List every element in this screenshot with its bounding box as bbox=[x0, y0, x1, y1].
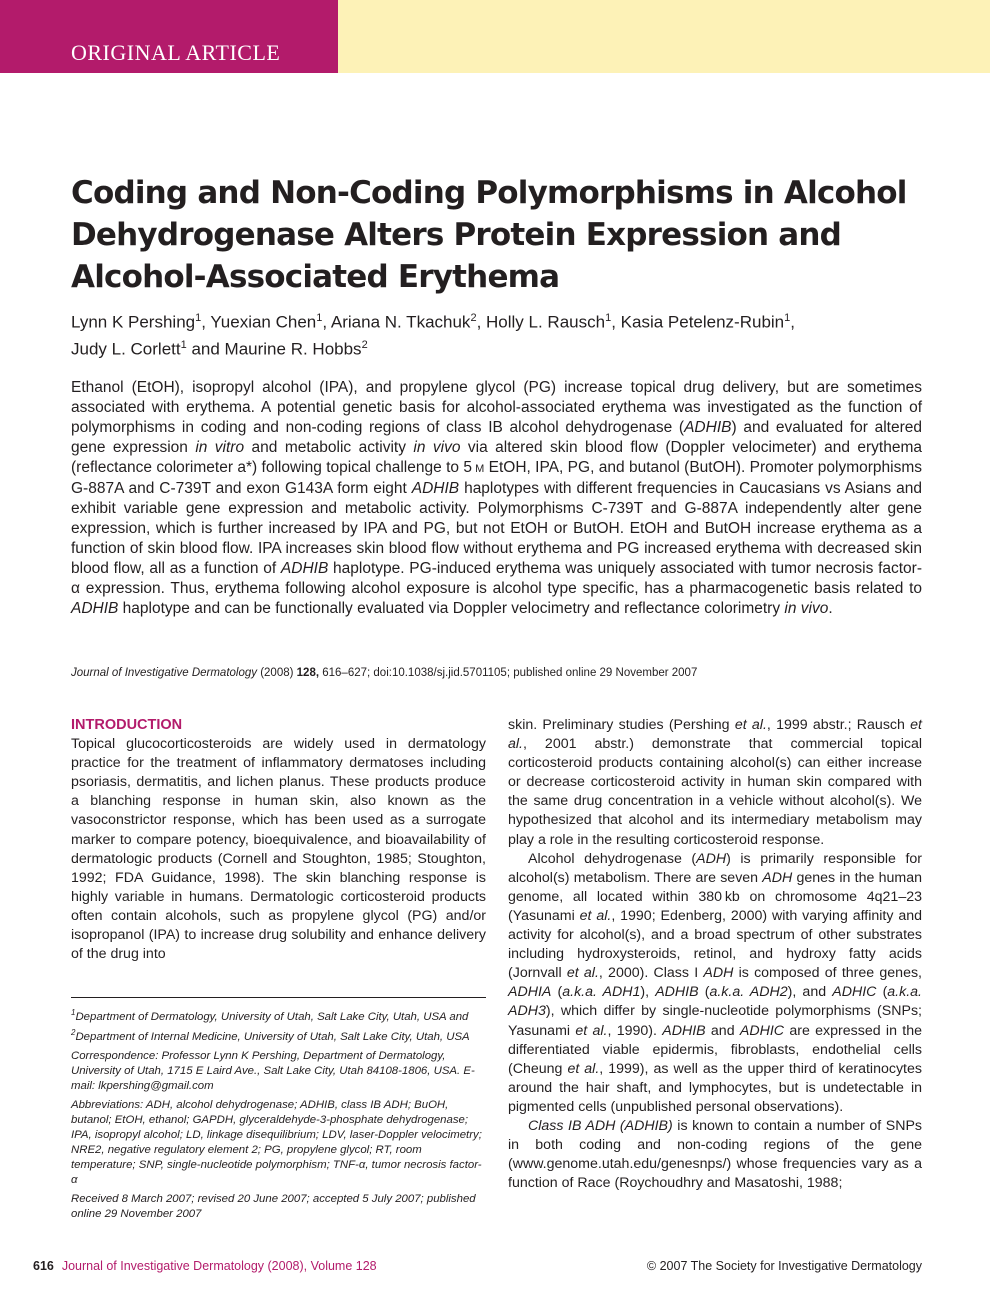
author-affiliation-marker: 1 bbox=[316, 312, 323, 324]
author-affiliation-marker: 1 bbox=[605, 312, 612, 324]
author-name: Lynn K Pershing bbox=[71, 312, 196, 332]
section-label: ORIGINAL ARTICLE bbox=[71, 40, 281, 65]
article-title: Coding and Non-Coding Polymorphisms in Alcohol Dehydrogenase Alters Protein Expression and Alcohol-Associated Erythema bbox=[71, 175, 907, 295]
abstract: Ethanol (EtOH), isopropyl alcohol (IPA), and propylene glycol (PG) increase topical drug delivery, but are sometimes associated with erythema. A potential genetic basis for alcohol-associated erythema was investigated as the function of polymorphisms in coding and non-coding regions of class IB alcohol dehydrogenase (ADHIB) and evaluated for altered gene expression in vitro and metabolic activity in vivo via altered skin blood flow (Doppler velocimeter) and erythema (reflectance colorimeter a*) following topical challenge to 5 M EtOH, IPA, PG, and butanol (ButOH). Promoter polymorphisms G-887A and C-739T and exon G143A form eight ADHIB haplotypes with different frequencies in Caucasians vs Asians and exhibit variable gene expression and metabolic activity. Polymorphisms C-739T and G-887A independently alter gene expression, which is further increased by IPA and PG, but not EtOH or ButOH. EtOH and ButOH increase erythema as a function of skin blood flow. IPA increases skin blood flow without erythema and PG increased erythema with decreased skin blood flow, all as a function of ADHIB haplotype. PG-induced erythema was uniquely associated with tumor necrosis factor-α expression. Thus, erythema following alcohol exposure is alcohol type specific, has a pharmacogenetic basis related to ADHIB haplotype and can be functionally evaluated via Doppler velocimetry and reflectance colorimetry in vivo. bbox=[71, 379, 923, 617]
dates-note: Received 8 March 2007; revised 20 June 2007; accepted 5 July 2007; published online 29 November 2007 bbox=[71, 1192, 476, 1220]
affiliations-note: $^1$Department of Dermatology, University of Utah, Salt Lake City, Utah, USA and $^2$Department of Internal Medicine, University of Utah, Salt Lake City, Utah, USA bbox=[71, 1008, 470, 1043]
author-name: Yuexian Chen bbox=[210, 312, 317, 332]
citation-line: Journal of Investigative Dermatology (2008) 128, 616–627; doi:10.1038/sj.jid.5701105; published online 29 November 2007 bbox=[71, 667, 698, 679]
footnotes bbox=[71, 1005, 486, 1226]
page-footer bbox=[33, 1259, 922, 1273]
author-affiliation-marker: 1 bbox=[180, 338, 187, 351]
copyright: © 2007 The Society for Investigative Dermatology bbox=[646, 1259, 922, 1273]
author-name: Kasia Petelenz-Rubin bbox=[620, 312, 785, 332]
author-affiliation-marker: 1 bbox=[784, 312, 791, 324]
author-name: Ariana N. Tkachuk bbox=[330, 312, 471, 332]
footer-journal: Journal of Investigative Dermatology (2008), Volume 128 bbox=[61, 1259, 377, 1273]
page-number: 616 bbox=[33, 1259, 54, 1273]
author-affiliation-marker: 2 bbox=[361, 338, 368, 351]
footnote-divider bbox=[71, 997, 486, 998]
author-affiliation-marker: 1 bbox=[195, 312, 202, 324]
left-column bbox=[71, 716, 486, 964]
body-paragraph: Topical glucocorticosteroids are widely used in dermatology practice for the treatment of inflammatory dermatoses including psoriasis, dermatitis, and lichen planus. These products produce a blanching response in human skin, also known as the vasoconstrictor response, which has been used as a surrogate marker to compare potency, bioequivalence, and bioavailability of dermatologic products (Cornell and Stoughton, 1985; Stoughton, 1992; FDA Guidance, 1998). The skin blanching response is highly variable in humans. Dermatologic corticosteroid products often contain alcohols, such as propylene glycol (PG) and/or isopropanol (IPA) to increase drug solubility and enhance delivery of the drug into bbox=[71, 736, 486, 963]
header-band-cream bbox=[338, 0, 990, 73]
author-name: Holly L. Rausch bbox=[486, 312, 606, 332]
author-affiliation-marker: 2 bbox=[470, 312, 477, 324]
author-name: Judy L. Corlett bbox=[71, 339, 181, 359]
introduction-heading: INTRODUCTION bbox=[71, 717, 183, 733]
author-name: Maurine R. Hobbs bbox=[224, 339, 362, 359]
body-paragraph: skin. Preliminary studies (Pershing et al., 1999 abstr.; Rausch et al., 2001 abstr.) demonstrate that commercial topical corticosteroid products containing alcohol(s) can either increase or decrease corticosteroid activity in human skin compared with the same drug concentration in a vehicle without alcohol(s). We hypothesized that alcohol and its intermediary metabolism may play a role in the resulting corticosteroid response. bbox=[508, 717, 922, 848]
author-list: Lynn K Pershing$^1$, Yuexian Chen$^1$, Ariana N. Tkachuk$^2$, Holly L. Rausch$^1$, Kasia Petelenz-Rubin$^1$, Judy L. Corlett$^1$ and Maurine R. Hobbs$^2$ bbox=[71, 312, 795, 359]
right-column bbox=[508, 716, 922, 1193]
correspondence-note: Correspondence: Professor Lynn K Pershing, Department of Dermatology, University of Utah, 1715 E Laird Ave., Salt Lake City, Utah 84108-1806, USA. E-mail: lkpershing@gmail.com bbox=[71, 1049, 475, 1092]
abbreviations-note: Abbreviations: ADH, alcohol dehydrogenase; ADHIB, class IB ADH; BuOH, butanol; EtOH, ethanol; GAPDH, glyceraldehyde-3-phosphate dehydrogenase; IPA, isopropyl alcohol; LD, linkage disequilibrium; LDV, laser-Doppler velocimetry; NRE2, negative regulatory element 2; PG, propylene glycol; RT, room temperature; SNP, single-nucleotide polymorphism; TNF-α, tumor necrosis factor-α bbox=[71, 1098, 482, 1186]
body-paragraph: Alcohol dehydrogenase (ADH) is primarily responsible for alcohol(s) metabolism. There are seven ADH genes in the human genome, all located within 380 kb on chromosome 4q21–23 (Yasunami et al., 1990; Edenberg, 2000) with varying affinity and activity for alcohol(s), and a broad spectrum of other substrates including hydroxysteroids, retinol, and hydroxy fatty acids (Jornvall et al., 2000). Class I ADH is composed of three genes, ADHIA (a.k.a. ADH1), ADHIB (a.k.a. ADH2), and ADHIC (a.k.a. ADH3), which differ by single-nucleotide polymorphisms (SNPs; Yasunami et al., 1990). ADHIB and ADHIC are expressed in the differentiated viable epidermis, fibroblasts, endothelial cells (Cheung et al., 1999), as well as the upper third of keratinocytes around the hair shaft, and lymphocytes, but is undetectable in pigmented cells (unpublished personal observations). bbox=[508, 850, 922, 1115]
body-paragraph: Class IB ADH (ADHIB) is known to contain a number of SNPs in both coding and non-coding regions of the gene (www.genome.utah.edu/genesnps/) whose frequencies vary as a function of Race (Roychoudhry and Masatoshi, 1988; bbox=[508, 1117, 922, 1192]
